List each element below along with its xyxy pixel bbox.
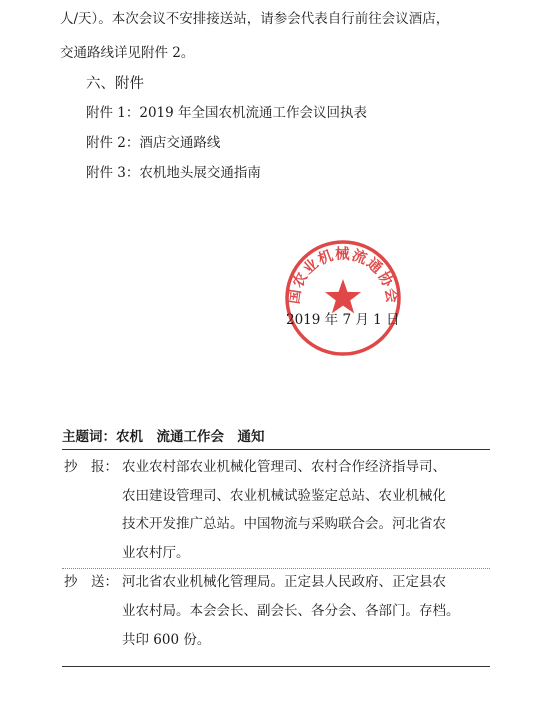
subject-terms: 农机 流通工作会 通知 [116,429,265,445]
copy-line-3: 共印 600 份。 [122,632,211,648]
report-line-1: 农业农村部农业机械化管理司、农村合作经济指导司、 [122,459,446,475]
footer-middle-rule [62,568,490,569]
copy-line-2: 业农村局。本会会长、副会长、各分会、各部门。存档。 [122,603,460,619]
attachment-item-2: 附件 2：酒店交通路线 [86,135,221,151]
copy-line-1: 河北省农业机械化管理局。正定县人民政府、正定县农 [122,574,446,590]
seal-star-icon [325,279,361,313]
seal-text: 国农业机械流通协会 [285,245,401,306]
footer-bottom-rule [62,666,490,667]
footer-top-rule [62,449,490,450]
report-line-4: 业农村厅。 [122,545,190,561]
attachments-heading: 六、附件 [86,76,144,92]
official-seal [281,236,405,360]
attachment-item-3: 附件 3：农机地头展交通指南 [86,165,261,181]
copy-label: 抄 送： [64,574,118,590]
body-text-line-1: 人/天）。本次会议不安排接送站，请参会代表自行前往会议酒店， [60,11,450,27]
body-text-line-2: 交通路线详见附件 2。 [60,45,195,61]
report-line-3: 技术开发推广总站。中国物流与采购联合会。河北省农 [122,516,446,532]
signature-date: 2019 年 7 月 1 日 [286,312,400,328]
report-line-2: 农田建设管理司、农业机械试验鉴定总站、农业机械化 [122,488,446,504]
subject-label: 主题词： [62,429,116,445]
attachment-item-1: 附件 1：2019 年全国农机流通工作会议回执表 [86,105,368,121]
subject-words [62,427,265,447]
report-label: 抄 报： [64,459,118,475]
